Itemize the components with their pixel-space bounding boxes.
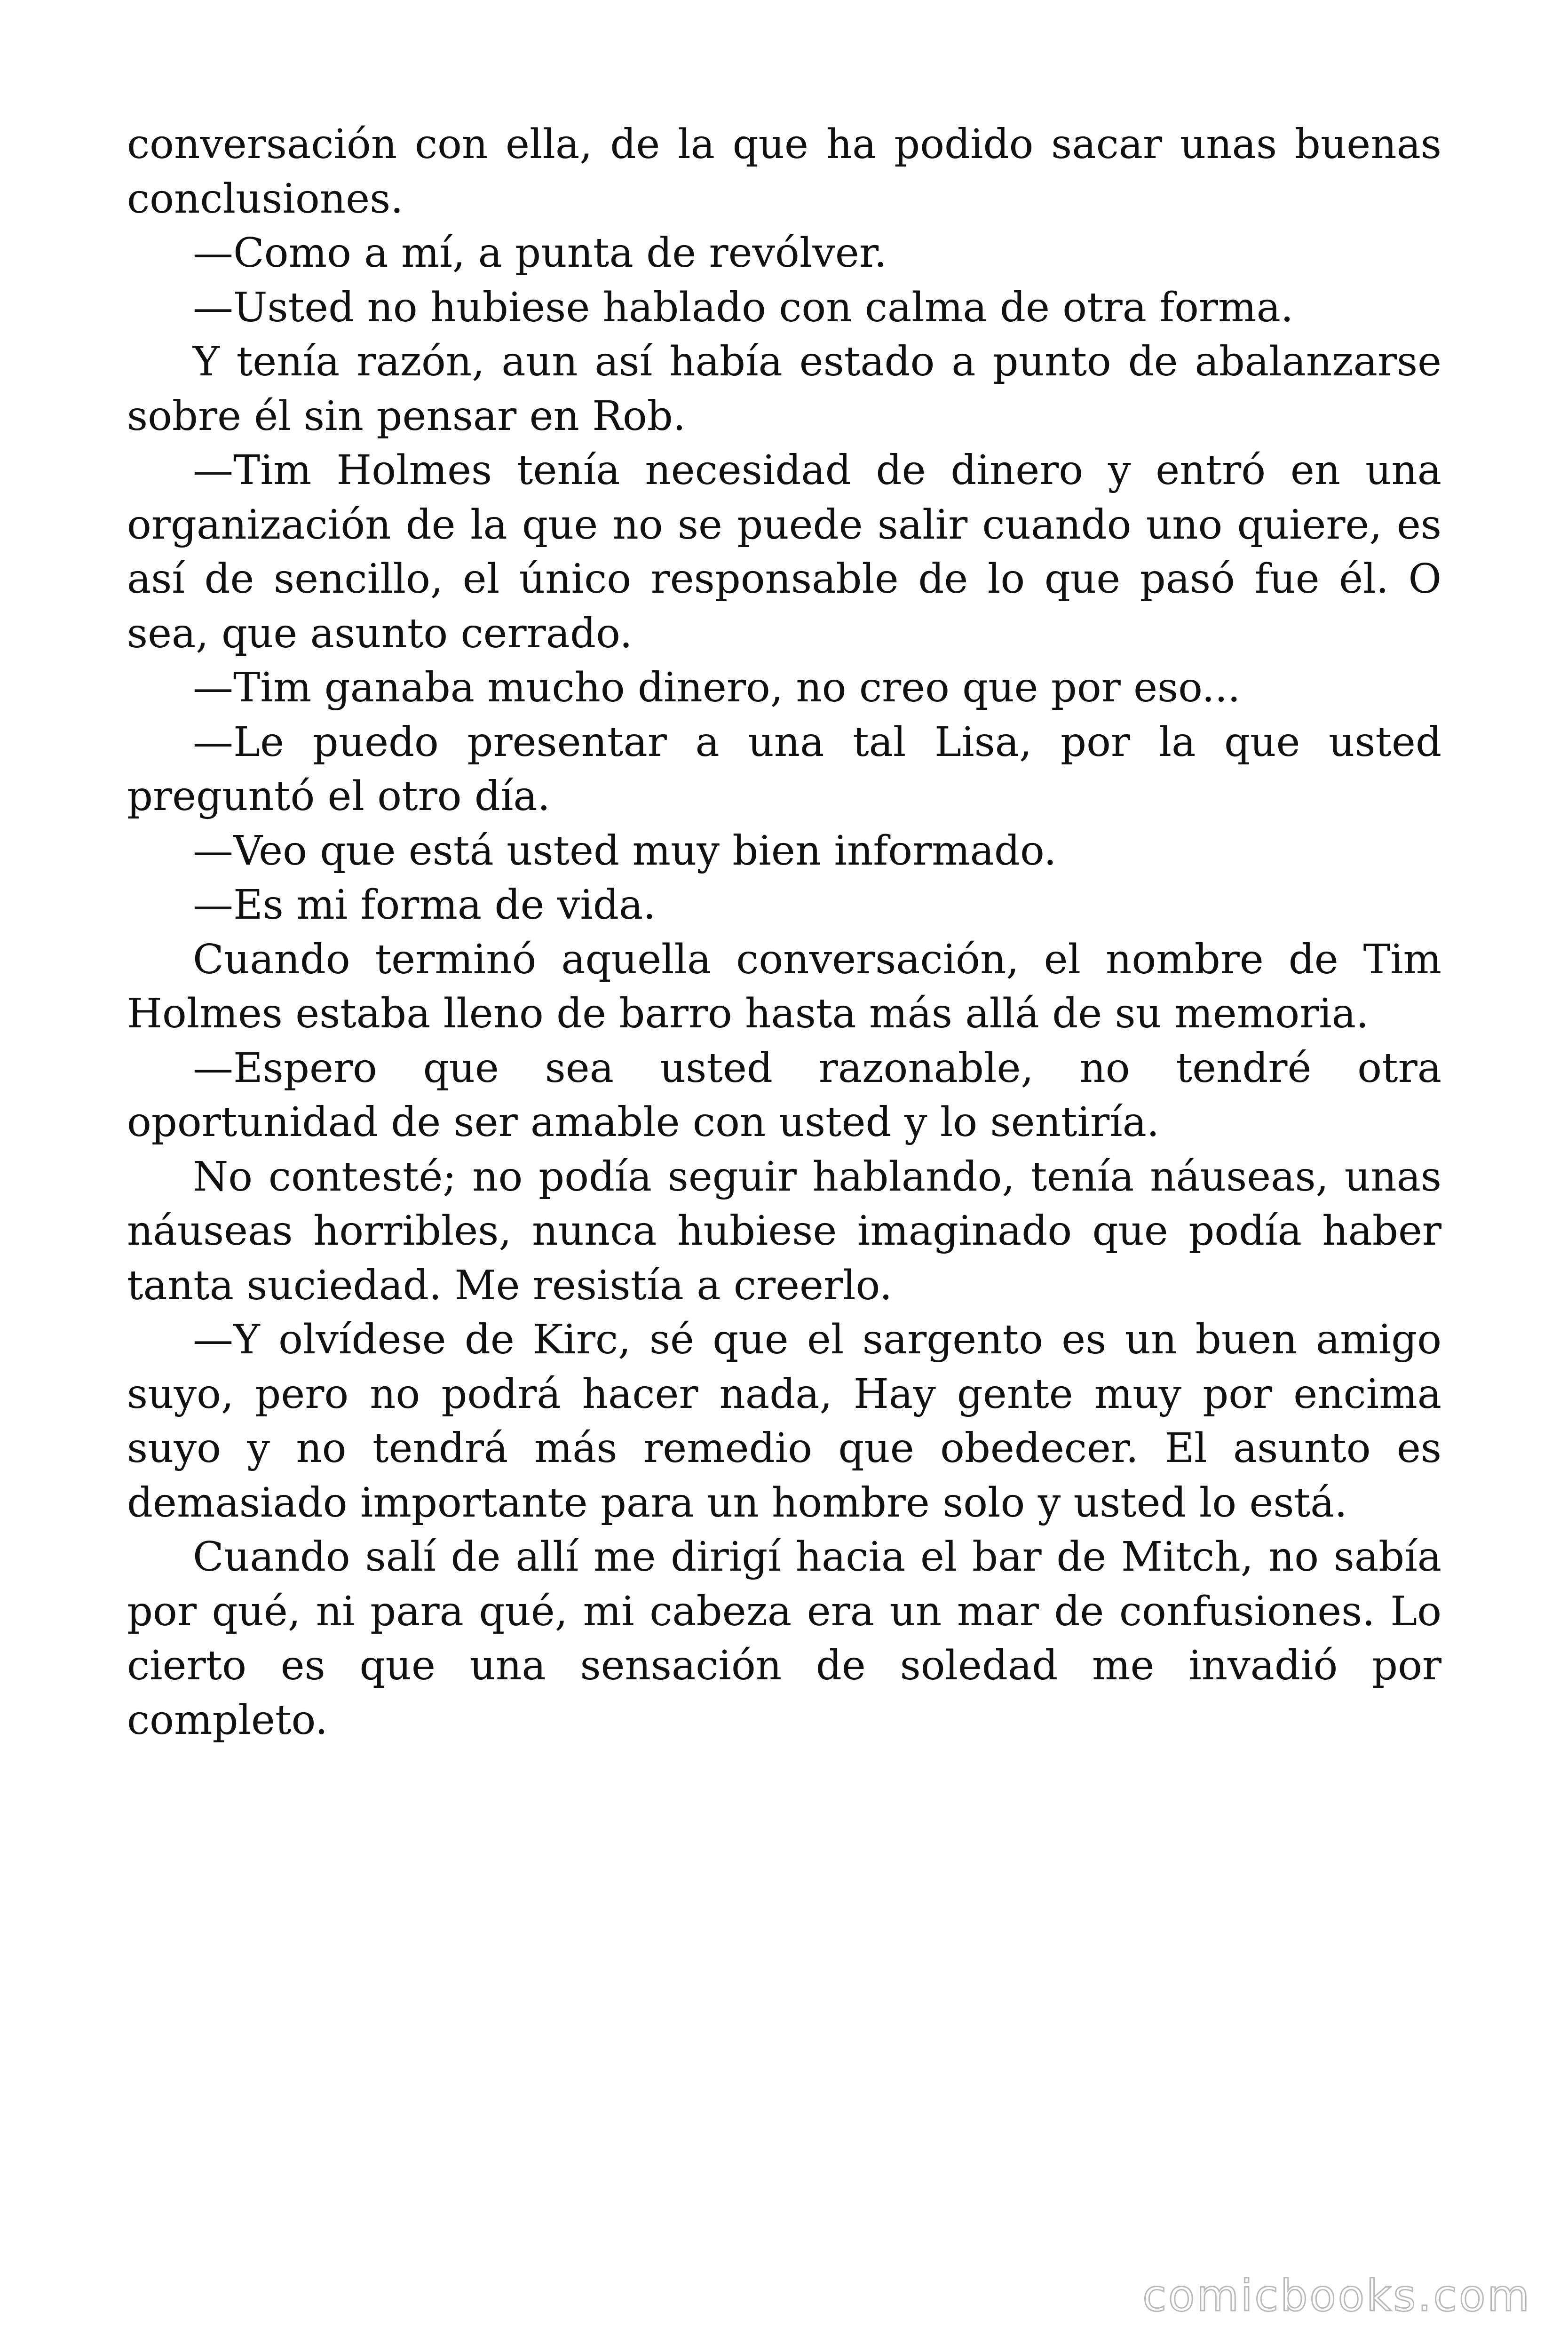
paragraph: —Tim ganaba mucho dinero, no creo que por eso... (193, 664, 1241, 711)
paragraph: —Es mi forma de vida. (193, 882, 656, 929)
paragraph: No contesté; no podía seguir hablando, tenía náuseas, unas náuseas horribles, nunca hubiese imaginado que podía haber tanta suciedad. Me resistía a creerlo. (127, 1153, 1441, 1309)
paragraph: —Usted no hubiese hablado con calma de otra forma. (193, 284, 1294, 331)
paragraph: Cuando salí de allí me dirigí hacia el bar de Mitch, no sabía por qué, ni para qué, mi cabeza era un mar de confusiones. Lo cierto es que una sensación de soledad me invadió por completo. (127, 1534, 1441, 1744)
paragraph: conversación con ella, de la que ha podido sacar unas buenas conclusiones. (127, 121, 1441, 222)
paragraph: —Veo que está usted muy bien informado. (193, 827, 1057, 874)
paragraph: —Le puedo presentar a una tal Lisa, por la que usted preguntó el otro día. (127, 718, 1441, 820)
paragraph: —Y olvídese de Kirc, sé que el sargento es un buen amigo suyo, pero no podrá hacer nada, Hay gente muy por encima suyo y no tendrá más remedio que obedecer. El asunto es demasiado importante para un hombre solo y usted lo está. (127, 1316, 1441, 1526)
paragraph: —Espero que sea usted razonable, no tendré otra oportunidad de ser amable con usted y lo sentiría. (127, 1044, 1441, 1146)
paragraph: —Como a mí, a punta de revólver. (193, 230, 887, 277)
paragraph: Y tenía razón, aun así había estado a punto de abalanzarse sobre él sin pensar en Rob. (127, 338, 1441, 440)
paragraph: —Tim Holmes tenía necesidad de dinero y entró en una organización de la que no se puede salir cuando uno quiere, es así de sencillo, el único responsable de lo que pasó fue él. O sea, que asunto cerrado. (127, 447, 1441, 657)
watermark: comicbooks.com (1142, 2271, 1531, 2321)
page-text (127, 118, 1441, 1748)
paragraph: Cuando terminó aquella conversación, el nombre de Tim Holmes estaba lleno de barro hasta más allá de su memoria. (127, 936, 1441, 1037)
